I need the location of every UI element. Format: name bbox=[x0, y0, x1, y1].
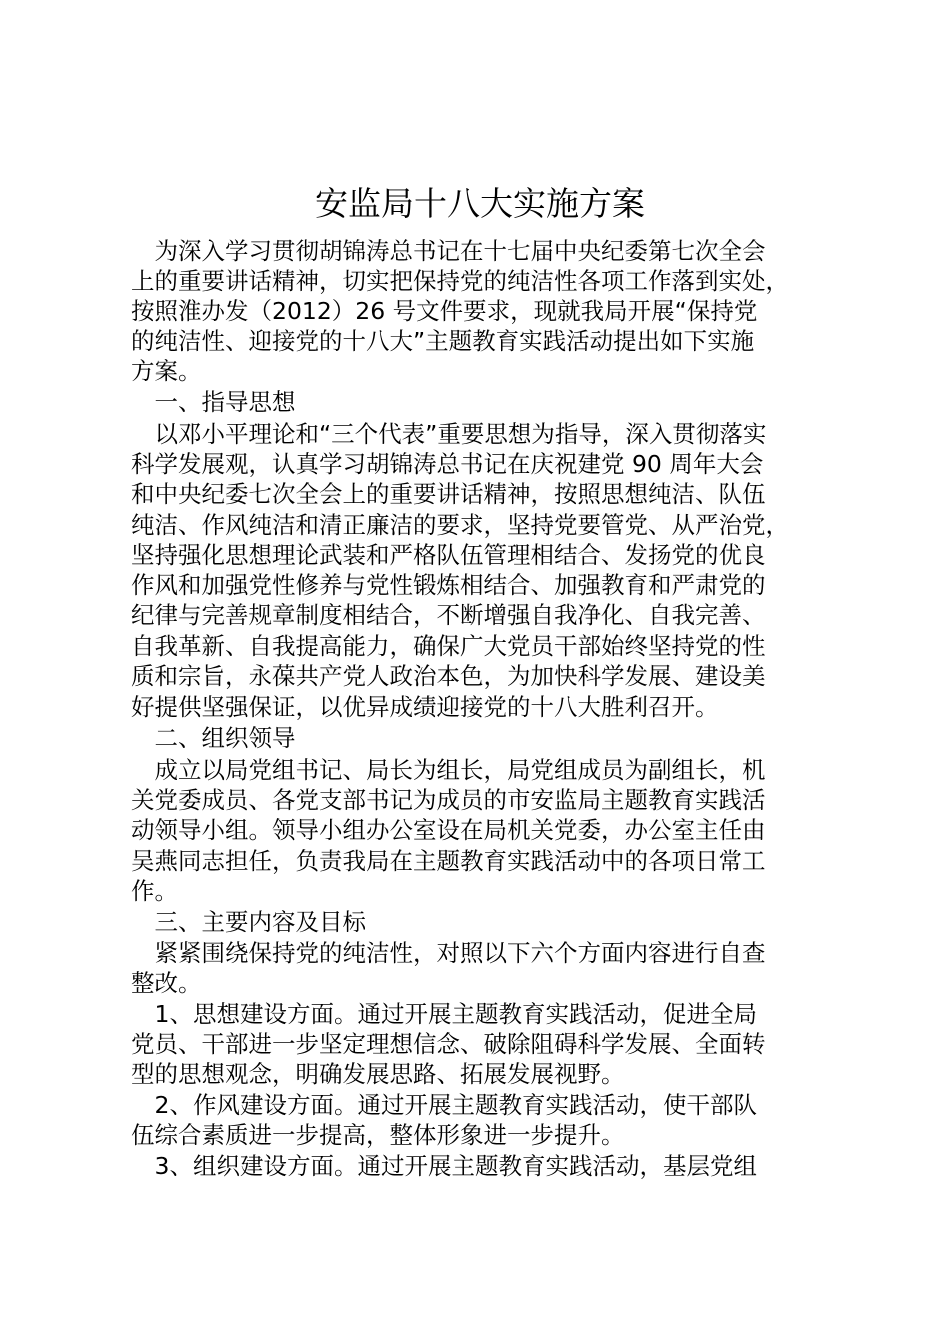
document-title: 安监局十八大实施方案 bbox=[315, 184, 645, 223]
body-line: 坚持强化思想理论武装和严格队伍管理相结合、发扬党的优良 bbox=[131, 541, 766, 569]
body-line: 紧紧围绕保持党的纯洁性，对照以下六个方面内容进行自查 bbox=[131, 939, 766, 967]
body-line: 关党委成员、各党支部书记为成员的市安监局主题教育实践活 bbox=[131, 786, 766, 814]
section-heading: 三、主要内容及目标 bbox=[131, 908, 366, 936]
body-line: 3、组织建设方面。通过开展主题教育实践活动，基层党组 bbox=[131, 1152, 757, 1180]
section-heading: 一、指导思想 bbox=[131, 388, 296, 416]
body-line: 纯洁、作风纯洁和清正廉洁的要求，坚持党要管党、从严治党， bbox=[131, 511, 789, 539]
body-line: 吴燕同志担任，负责我局在主题教育实践活动中的各项日常工 bbox=[131, 847, 766, 875]
body-line: 1、思想建设方面。通过开展主题教育实践活动，促进全局 bbox=[131, 1000, 757, 1028]
body-line: 动领导小组。领导小组办公室设在局机关党委，办公室主任由 bbox=[131, 816, 766, 844]
section-heading: 二、组织领导 bbox=[131, 724, 296, 752]
body-line: 的纯洁性、迎接党的十八大”主题教育实践活动提出如下实施 bbox=[131, 327, 755, 355]
body-line: 作风和加强党性修养与党性锻炼相结合、加强教育和严肃党的 bbox=[131, 571, 766, 599]
body-line: 伍综合素质进一步提高，整体形象进一步提升。 bbox=[131, 1121, 625, 1149]
body-line: 作。 bbox=[131, 877, 178, 905]
body-line: 成立以局党组书记、局长为组长，局党组成员为副组长，机 bbox=[131, 756, 766, 784]
body-line: 整改。 bbox=[131, 969, 202, 997]
body-line: 上的重要讲话精神，切实把保持党的纯洁性各项工作落到实处， bbox=[131, 267, 789, 295]
body-line: 好提供坚强保证，以优异成绩迎接党的十八大胜利召开。 bbox=[131, 693, 719, 721]
body-line: 按照淮办发（2012）26 号文件要求，现就我局开展“保持党 bbox=[131, 297, 758, 325]
body-line: 自我革新、自我提高能力，确保广大党员干部始终坚持党的性 bbox=[131, 632, 766, 660]
body-line: 方案。 bbox=[131, 357, 202, 385]
body-line: 党员、干部进一步坚定理想信念、破除阻碍科学发展、全面转 bbox=[131, 1030, 766, 1058]
body-line: 纪律与完善规章制度相结合，不断增强自我净化、自我完善、 bbox=[131, 601, 766, 629]
body-line: 以邓小平理论和“三个代表”重要思想为指导，深入贯彻落实 bbox=[131, 420, 767, 448]
body-line: 型的思想观念，明确发展思路、拓展发展视野。 bbox=[131, 1060, 625, 1088]
body-line: 质和宗旨，永葆共产党人政治本色，为加快科学发展、建设美 bbox=[131, 662, 766, 690]
body-line: 为深入学习贯彻胡锦涛总书记在十七届中央纪委第七次全会 bbox=[131, 237, 766, 265]
body-line: 科学发展观，认真学习胡锦涛总书记在庆祝建党 90 周年大会 bbox=[131, 450, 764, 478]
body-line: 2、作风建设方面。通过开展主题教育实践活动，使干部队 bbox=[131, 1091, 757, 1119]
body-line: 和中央纪委七次全会上的重要讲话精神，按照思想纯洁、队伍 bbox=[131, 480, 766, 508]
